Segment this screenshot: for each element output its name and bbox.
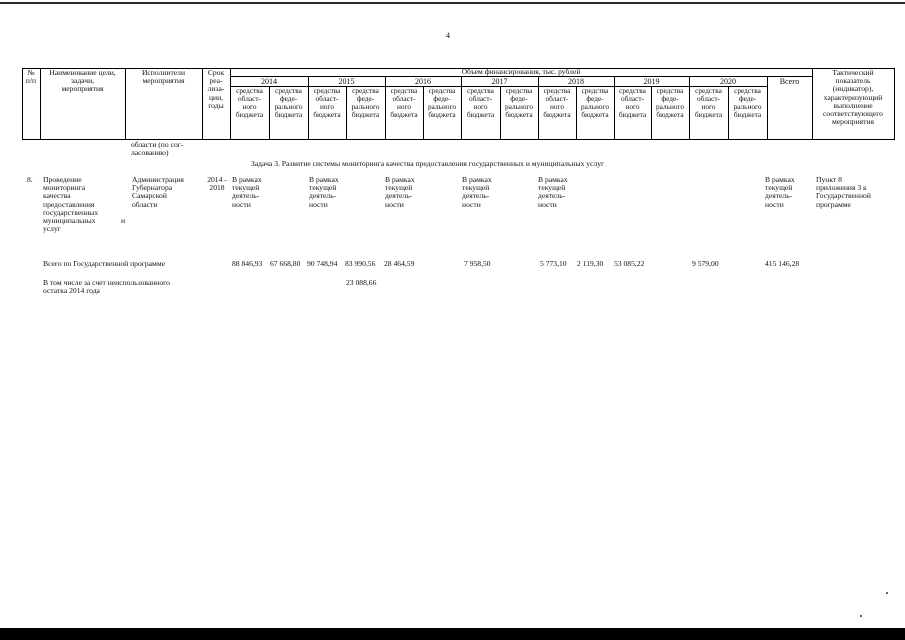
continuation-text: области (по сог- ласованию) xyxy=(131,140,184,158)
row8-framework-total: В рамках текущей деятель- ности xyxy=(765,175,795,209)
year-2017: 2017 xyxy=(491,77,508,86)
row8-framework-2014: В рамках текущей деятель- ности xyxy=(232,175,262,209)
total-2017-regional: 7 958,50 xyxy=(464,259,491,268)
sub-regional-2017: средства област- ного бюджета xyxy=(466,86,495,120)
row8-framework-2015: В рамках текущей деятель- ности xyxy=(309,175,339,209)
total-all-years: 415 146,28 xyxy=(765,259,800,268)
scan-speck xyxy=(886,592,888,594)
row8-number: 8. xyxy=(27,175,33,184)
scan-bottom-bar xyxy=(0,628,905,640)
total-2018-regional: 5 773,10 xyxy=(540,259,567,268)
task-title: Задача 3. Развитие системы мониторинга качества предоставления государственных и муниципальных услуг xyxy=(251,159,605,168)
year-2016: 2016 xyxy=(415,77,431,86)
total-2019-regional: 53 085,22 xyxy=(614,259,645,268)
total-2014-federal: 67 668,80 xyxy=(270,259,301,268)
scan-top-line xyxy=(0,2,905,4)
year-2015: 2015 xyxy=(338,77,355,86)
row8-tactical: Пункт 8 приложения 3 к Государственной программе xyxy=(816,175,871,209)
header-num: № п/п xyxy=(25,68,37,86)
page-number: 4 xyxy=(446,31,450,40)
sub-federal-2014: средства феде- рального бюджета xyxy=(274,86,303,120)
sub-federal-2019: средства феде- рального бюджета xyxy=(656,86,684,120)
year-2019: 2019 xyxy=(643,77,660,86)
total-2014-regional: 88 846,93 xyxy=(232,259,263,268)
row8-term: 2014 - 2018 xyxy=(207,175,227,193)
sub-regional-2019: средства област- ного бюджета xyxy=(618,86,647,120)
sub-regional-2014: средства област- ного бюджета xyxy=(235,86,264,120)
sub-federal-2015: средства феде- рального бюджета xyxy=(351,86,380,120)
header-total: Всего xyxy=(779,77,800,86)
row8-framework-2016: В рамках текущей деятель- ности xyxy=(385,175,415,209)
sub-federal-2020: средства феде- рального бюджета xyxy=(733,86,762,120)
row8-executor: Администрация Губернатора Самарской области xyxy=(132,175,184,209)
header-term: Срок реа- лиза- ции, годы xyxy=(207,68,225,110)
incl-row-value: 23 088,66 xyxy=(346,278,377,287)
total-row-label: Всего по Государственной программе xyxy=(43,259,166,268)
incl-row-label: В том числе за счет неиспользованного остатка 2014 года xyxy=(43,278,170,296)
total-2018-federal: 2 119,30 xyxy=(577,259,604,268)
sub-regional-2015: средства област- ного бюджета xyxy=(313,86,341,120)
header-financing-title: Объем финансирования, тыс. рублей xyxy=(461,67,581,76)
row8-framework-2017: В рамках текущей деятель- ности xyxy=(462,175,492,209)
sub-federal-2018: средства феде- рального бюджета xyxy=(581,86,609,120)
total-2015-regional: 90 748,94 xyxy=(307,259,338,268)
header-tactical: Тактический показатель (индикатор), характеризующий выполнение соответствующего мероприятия xyxy=(823,68,883,127)
scan-speck xyxy=(860,615,862,617)
row8-name-conj: и xyxy=(121,216,126,225)
total-2015-federal: 83 990,56 xyxy=(345,259,376,268)
header-executors: Исполнители мероприятия xyxy=(141,68,186,86)
total-2016-regional: 28 464,59 xyxy=(384,259,415,268)
year-2020: 2020 xyxy=(720,77,736,86)
year-2018: 2018 xyxy=(568,77,584,86)
sub-federal-2016: средства феде- рального бюджета xyxy=(428,86,456,120)
row8-name: Проведение мониторинга качества предоставления государственных муниципальных услуг xyxy=(43,175,99,234)
header-name: Наименование цели, задачи, мероприятия xyxy=(49,68,116,94)
sub-federal-2017: средства феде- рального бюджета xyxy=(505,86,533,120)
total-2020-regional: 9 579,00 xyxy=(692,259,719,268)
year-2014: 2014 xyxy=(261,77,277,86)
sub-regional-2016: средства област- ного бюджета xyxy=(390,86,418,120)
sub-regional-2018: средства област- ного бюджета xyxy=(543,86,571,120)
row8-framework-2018: В рамках текущей деятель- ности xyxy=(538,175,568,209)
sub-regional-2020: средства област- ного бюджета xyxy=(694,86,723,120)
